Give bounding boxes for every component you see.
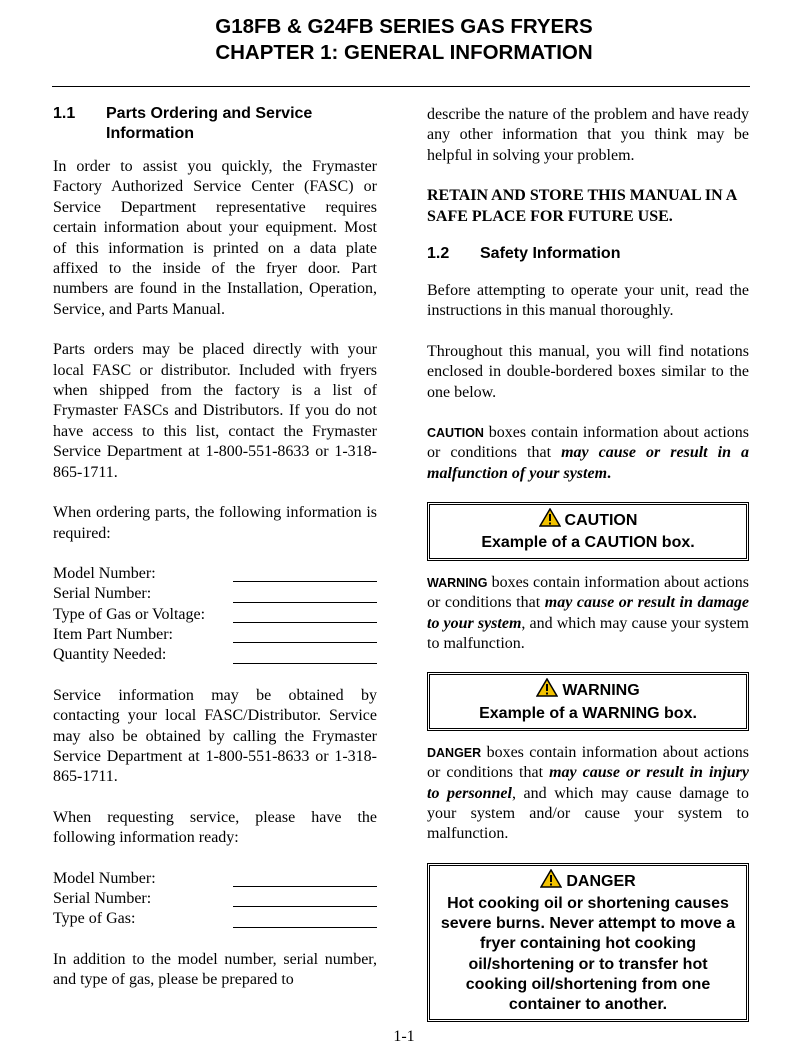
- retain-manual-notice: RETAIN AND STORE THIS MANUAL IN A SAFE PLACE FOR FUTURE USE.: [427, 187, 737, 225]
- caution-description: CAUTION boxes contain information about actions or conditions that may cause or result in a malfunction of your system.: [427, 424, 750, 482]
- paragraph: When ordering parts, the following information is required:: [53, 504, 377, 542]
- header-rule: [52, 86, 750, 87]
- paragraph: Parts orders may be placed directly with your local FASC or distributor. Included with fryers when shipped from the factory is a list of Frymaster FASCs and Distributors. If you do not have access to this list, contact the Frymaster Service Department at 1-800-551-8633 or 1-318-865-1711.: [53, 341, 377, 481]
- left-column: [53, 104, 377, 991]
- chapter-title: CHAPTER 1: GENERAL INFORMATION: [215, 41, 593, 64]
- warning-triangle-icon: [540, 869, 562, 894]
- page-number: 1-1: [393, 1028, 415, 1045]
- form-row: Quantity Needed:: [53, 645, 377, 665]
- blank-line[interactable]: [233, 628, 377, 643]
- warning-description: WARNING boxes contain information about actions or conditions that may cause or result in damage to your system, and which may cause your system to malfunction.: [427, 573, 750, 652]
- paragraph: In order to assist you quickly, the Frymaster Factory Authorized Service Center (FASC) or Service Department representative requires certain information about your equipment. Most of this information is printed on a data plate affixed to the inside of the fryer door. Part numbers are found in the Installation, Operation, Service, and Parts Manual.: [53, 158, 377, 318]
- danger-description: DANGER boxes contain information about actions or conditions that may cause or result in injury to personnel, and which may cause damage to your system and/or cause your system to malfunction.: [427, 743, 750, 843]
- paragraph-continued: In addition to the model number, serial number, and type of gas, please be prepared to: [53, 950, 377, 989]
- section-title: Parts Ordering and Service Information: [106, 105, 313, 142]
- header-title: G18FB & G24FB SERIES GAS FRYERS: [215, 15, 593, 38]
- warning-triangle-icon: [539, 508, 561, 533]
- blank-line[interactable]: [233, 588, 377, 603]
- caution-box-text: Example of a CAUTION box.: [481, 534, 695, 552]
- form-row: Serial Number:: [53, 889, 377, 909]
- paragraph-continuation: describe the nature of the problem and have ready any other information that you think may be helpful in solving your problem.: [427, 106, 749, 164]
- blank-line[interactable]: [233, 608, 377, 623]
- service-request-form: [53, 869, 377, 930]
- paragraph: Throughout this manual, you will find notations enclosed in double-bordered boxes similar to the one below.: [427, 342, 749, 401]
- warning-keyword: WARNING: [427, 575, 488, 590]
- blank-line[interactable]: [233, 913, 377, 928]
- section-number: 1.1: [53, 105, 76, 122]
- danger-box-text: Hot cooking oil or shortening causes severe burns. Never attempt to move a fryer containing hot cooking oil/shortening or to transfer hot cooking oil/shortening from one container to another.: [440, 894, 736, 1013]
- caution-keyword: CAUTION: [427, 426, 484, 441]
- caution-box-title: CAUTION: [564, 512, 638, 530]
- section-1-2-heading: [427, 244, 749, 264]
- section-title: Safety Information: [480, 245, 621, 263]
- danger-keyword: DANGER: [427, 745, 482, 760]
- section-1-1-heading: [53, 104, 377, 144]
- form-row: Type of Gas:: [53, 909, 377, 929]
- blank-line[interactable]: [233, 892, 377, 907]
- section-number: 1.2: [427, 245, 450, 263]
- form-row: Model Number:: [53, 564, 377, 584]
- parts-order-form: [53, 564, 377, 666]
- form-row: Model Number:: [53, 869, 377, 889]
- form-row: Type of Gas or Voltage:: [53, 605, 377, 625]
- warning-box-title: WARNING: [562, 682, 640, 700]
- paragraph: Service information may be obtained by contacting your local FASC/Distributor. Service may also be obtained by calling the Frymaster Service Department at 1-800-551-8633 or 1-318-865-1711.: [53, 686, 377, 786]
- paragraph: When requesting service, please have the following information ready:: [53, 808, 377, 847]
- caution-box: [427, 502, 749, 560]
- warning-triangle-icon: [536, 678, 558, 703]
- page-header: [0, 14, 808, 66]
- form-row: Item Part Number:: [53, 625, 377, 645]
- danger-box-title: DANGER: [566, 872, 636, 890]
- warning-box: [427, 672, 749, 730]
- danger-box: [427, 863, 749, 1022]
- paragraph: Before attempting to operate your unit, read the instructions in this manual thoroughly.: [427, 282, 749, 320]
- warning-box-text: Example of a WARNING box.: [479, 704, 697, 722]
- blank-line[interactable]: [233, 872, 377, 887]
- form-row: Serial Number:: [53, 584, 377, 604]
- right-column: [427, 105, 749, 1022]
- blank-line[interactable]: [233, 567, 377, 582]
- blank-line[interactable]: [233, 649, 377, 664]
